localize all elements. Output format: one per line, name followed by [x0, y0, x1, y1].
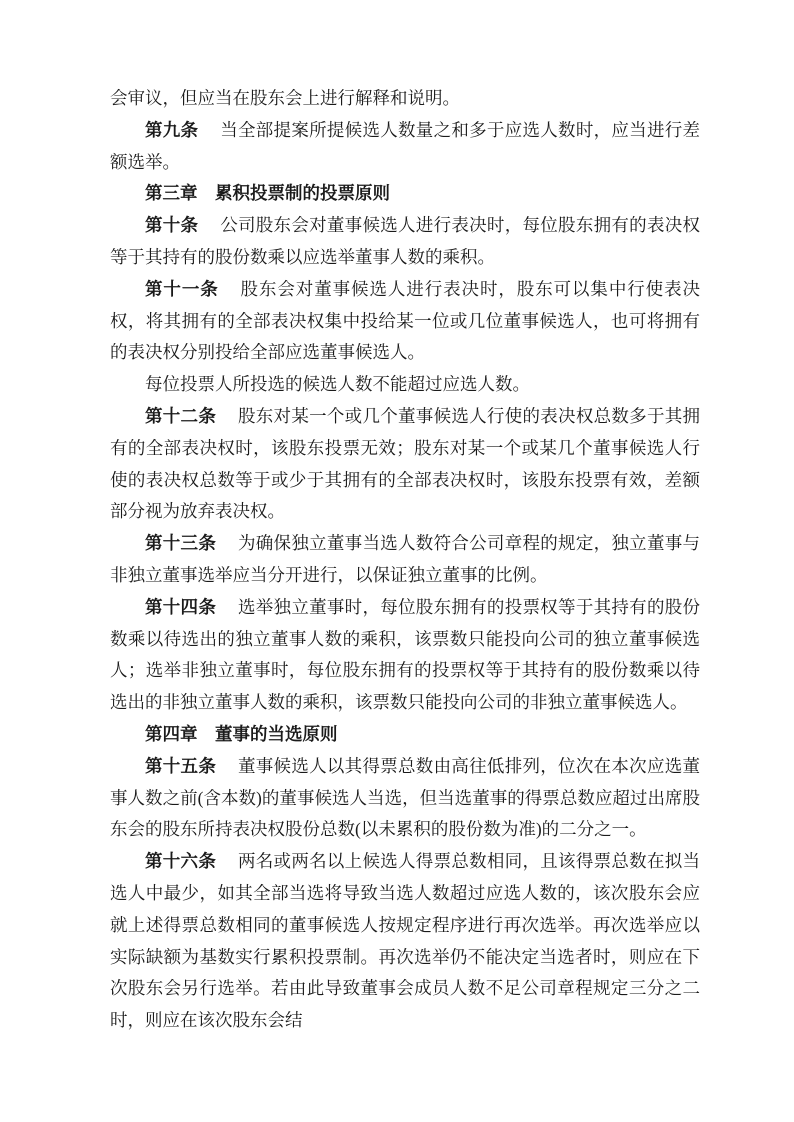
article-text: 股东会对董事候选人进行表决时，股东可以集中行使表决权，将其拥有的全部表决权集中投给某一位或几位董事候选人，也可将拥有的表决权分别投给全部应选董事候选人。 [110, 278, 701, 363]
article-text: 当全部提案所提候选人数量之和多于应选人数时，应当进行差额选举。 [110, 119, 701, 172]
article-number: 第十三条 [145, 533, 217, 554]
article-12 [110, 401, 700, 528]
article-number: 第十四条 [145, 596, 217, 617]
document-content [110, 83, 700, 1037]
article-text: 公司股东会对董事候选人进行表决时，每位股东拥有的表决权等于其持有的股份数乘以应选举董事人数的乘积。 [110, 215, 701, 267]
paragraph-text: 每位投票人所投选的候选人数不能超过应选人数。 [145, 374, 530, 395]
article-16 [110, 846, 700, 1037]
article-text: 为确保独立董事当选人数符合公司章程的规定，独立董事与非独立董事选举应当分开进行，以保证独立董事的比例。 [110, 533, 701, 585]
article-14 [110, 592, 700, 719]
article-text: 股东对某一个或几个董事候选人行使的表决权总数多于其拥有的全部表决权时，该股东投票无效；股东对某一个或某几个董事候选人行使的表决权总数等于或少于其拥有的全部表决权时，该股东投票有效，差额部分视为放弃表决权。 [110, 405, 701, 522]
chapter-3-heading: 第三章 累积投票制的投票原则 [145, 183, 390, 204]
article-number: 第十二条 [145, 405, 217, 426]
article-11 [110, 274, 700, 369]
article-15 [110, 751, 700, 846]
article-text: 两名或两名以上候选人得票总数相同，且该得票总数在拟当选人中最少，如其全部当选将导致当选人数超过应选人数的，该次股东会应就上述得票总数相同的董事候选人按规定程序进行再次选举。再次选举应以实际缺额为基数实行累积投票制。再次选举仍不能决定当选者时，则应在下次股东会另行选举。若由此导致董事会成员人数不足公司章程规定三分之二时，则应在该次股东会结 [110, 851, 701, 1031]
article-11-paragraph-2 [110, 369, 700, 401]
paragraph-text: 会审议，但应当在股东会上进行解释和说明。 [110, 88, 460, 108]
article-number: 第九条 [145, 119, 199, 140]
article-text: 董事候选人以其得票总数由高往低排列，位次在本次应选董事人数之前(含本数)的董事候选人当选，但当选董事的得票总数应超过出席股东会的股东所持表决权股份总数(以未累积的股份数为准)的二分之一。 [110, 755, 701, 840]
article-13 [110, 528, 700, 592]
article-9 [110, 115, 700, 179]
article-10 [110, 210, 700, 274]
article-text: 选举独立董事时，每位股东拥有的投票权等于其持有的股份数乘以待选出的独立董事人数的乘积，该票数只能投向公司的独立董事候选人；选举非独立董事时，每位股东拥有的投票权等于其持有的股份数乘以待选出的非独立董事人数的乘积，该票数只能投向公司的非独立董事候选人。 [110, 596, 701, 713]
article-number: 第十六条 [145, 851, 217, 872]
chapter-4-heading: 第四章 董事的当选原则 [145, 723, 338, 744]
paragraph-continuation [110, 83, 700, 115]
article-number: 第十一条 [145, 278, 219, 299]
article-number: 第十五条 [145, 755, 217, 776]
article-number: 第十条 [145, 215, 199, 236]
